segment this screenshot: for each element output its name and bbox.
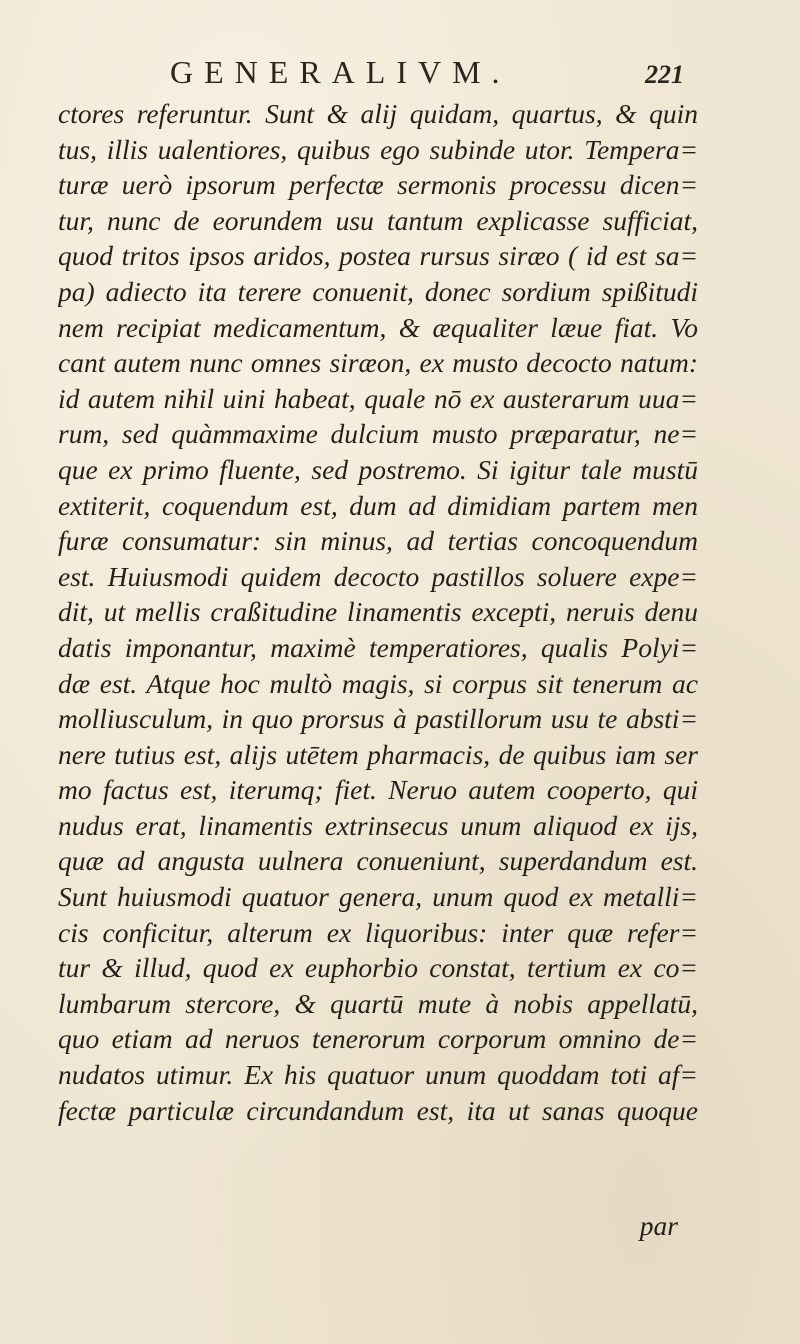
text-line: lumbarum stercore, & quartū mute à nobis appellatū,: [58, 987, 698, 1019]
text-line: datis imponantur, maximè temperatiores, qualis Polyi=: [58, 631, 698, 663]
body-text: [58, 96, 698, 1128]
running-head: GENERALIVM.: [170, 54, 511, 90]
text-line: rum, sed quàmmaxime dulcium musto præparatur, ne=: [58, 418, 698, 450]
text-line: Sunt huiusmodi quatuor genera, unum quod ex metalli=: [58, 881, 698, 913]
text-line: nudatos utimur. Ex his quatuor unum quoddam toti af=: [58, 1059, 698, 1091]
text-line: cis conficitur, alterum ex liquoribus: inter quæ refer=: [58, 916, 698, 948]
text-line: furæ consumatur: sin minus, ad tertias concoquendum: [58, 525, 698, 557]
text-line: turæ uerò ipsorum perfectæ sermonis processu dicen=: [58, 169, 698, 201]
text-line: est. Huiusmodi quidem decocto pastillos soluere expe=: [58, 560, 698, 592]
text-line: quo etiam ad neruos tenerorum corporum omnino de=: [58, 1023, 698, 1055]
text-line: mo factus est, iterumq; fiet. Neruo autem cooperto, qui: [58, 774, 698, 806]
page-header: [170, 54, 690, 94]
text-line: que ex primo fluente, sed postremo. Si igitur tale mustū: [58, 453, 698, 485]
text-line: dæ est. Atque hoc multò magis, si corpus sit tenerum ac: [58, 667, 698, 699]
text-line: extiterit, coquendum est, dum ad dimidiam partem men: [58, 489, 698, 521]
text-line: molliusculum, in quo prorsus à pastillorum usu te absti=: [58, 703, 698, 735]
text-line: cant autem nunc omnes siræon, ex musto decocto natum:: [58, 347, 698, 379]
text-line: tus, illis ualentiores, quibus ego subinde utor. Tempera=: [58, 133, 698, 165]
catchword: par: [639, 1210, 678, 1241]
page-number: 221: [645, 60, 684, 89]
text-line: quod tritos ipsos aridos, postea rursus siræo ( id est sa=: [58, 240, 698, 272]
text-line: fectæ particulæ circundandum est, ita ut sanas quoque: [58, 1094, 698, 1126]
text-line: nere tutius est, alijs utētem pharmacis, de quibus iam ser: [58, 738, 698, 770]
text-line: tur, nunc de eorundem usu tantum explicasse sufficiat,: [58, 204, 698, 236]
text-line: id autem nihil uini habeat, quale nō ex austerarum uua=: [58, 382, 698, 414]
text-line: ctores referuntur. Sunt & alij quidam, quartus, & quin: [58, 98, 698, 129]
text-line: dit, ut mellis craßitudine linamentis excepti, neruis denu: [58, 596, 698, 628]
text-line: pa) adiecto ita terere conuenit, donec sordium spißitudi: [58, 275, 698, 307]
text-line: nem recipiat medicamentum, & æqualiter læue fiat. Vo: [58, 311, 698, 343]
text-line: tur & illud, quod ex euphorbio constat, tertium ex co=: [58, 952, 698, 984]
text-line: quæ ad angusta uulnera conueniunt, superdandum est.: [58, 845, 698, 877]
text-line: nudus erat, linamentis extrinsecus unum aliquod ex ijs,: [58, 809, 698, 841]
